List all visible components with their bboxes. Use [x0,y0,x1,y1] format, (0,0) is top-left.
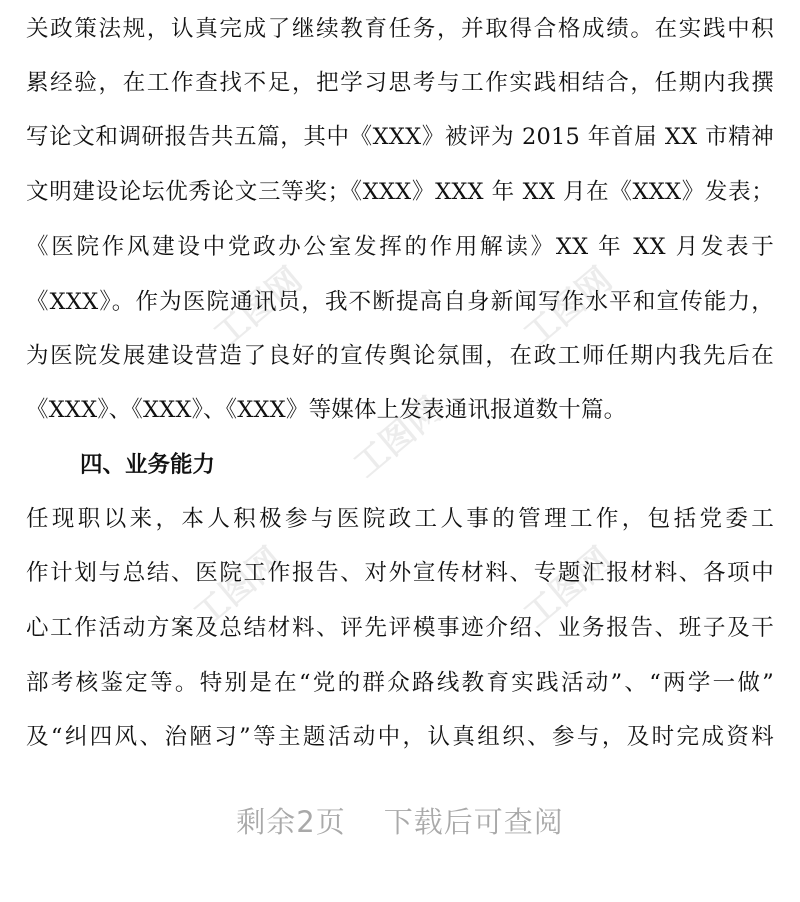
body-line: 任现职以来，本人积极参与医院政工人事的管理工作，包括党委工 [26,506,774,532]
body-line: 作计划与总结、医院工作报告、对外宣传材料、专题汇报材料、各项中 [26,560,774,586]
body-line: 《医院作风建设中党政办公室发挥的作用解读》XX 年 XX 月发表于 [26,234,774,260]
watermark-text: 工图网 [346,389,450,486]
body-line: 心工作活动方案及总结材料、评先评模事迹介绍、业务报告、班子及干 [26,615,774,641]
body-line: 关政策法规，认真完成了继续教育任务，并取得合格成绩。在实践中积 [26,16,774,42]
body-line: 累经验，在工作查找不足，把学习思考与工作实践相结合，任期内我撰 [26,70,774,96]
watermark-text: 工图网 [186,539,290,636]
body-line: 为医院发展建设营造了良好的宣传舆论氛围，在政工师任期内我先后在 [26,343,774,369]
watermark-text: 工图网 [206,259,310,356]
body-line: 部考核鉴定等。特别是在“党的群众路线教育实践活动”、“两学一做” [26,670,774,696]
watermark-text: 工图网 [516,539,620,636]
download-prompt-link[interactable] [0,800,800,844]
body-line: 写论文和调研报告共五篇，其中《XXX》被评为 2015 年首届 XX 市精神 [26,124,774,150]
body-line: 及“纠四风、治陋习”等主题活动中，认真组织、参与，及时完成资料 [26,724,774,750]
download-to-view-text: 下载后可查阅 [383,805,564,839]
watermark-text: 工图网 [516,259,620,356]
section-heading: 四、业务能力 [80,452,216,478]
body-line: 《XXX》。作为医院通讯员，我不断提高自身新闻写作水平和宣传能力， [26,289,774,315]
body-line: 文明建设论坛优秀论文三等奖；《XXX》XXX 年 XX 月在《XXX》发表； [26,179,774,205]
remaining-pages-text: 剩余2页 [236,805,346,839]
body-line: 《XXX》、《XXX》、《XXX》等媒体上发表通讯报道数十篇。 [26,397,627,423]
